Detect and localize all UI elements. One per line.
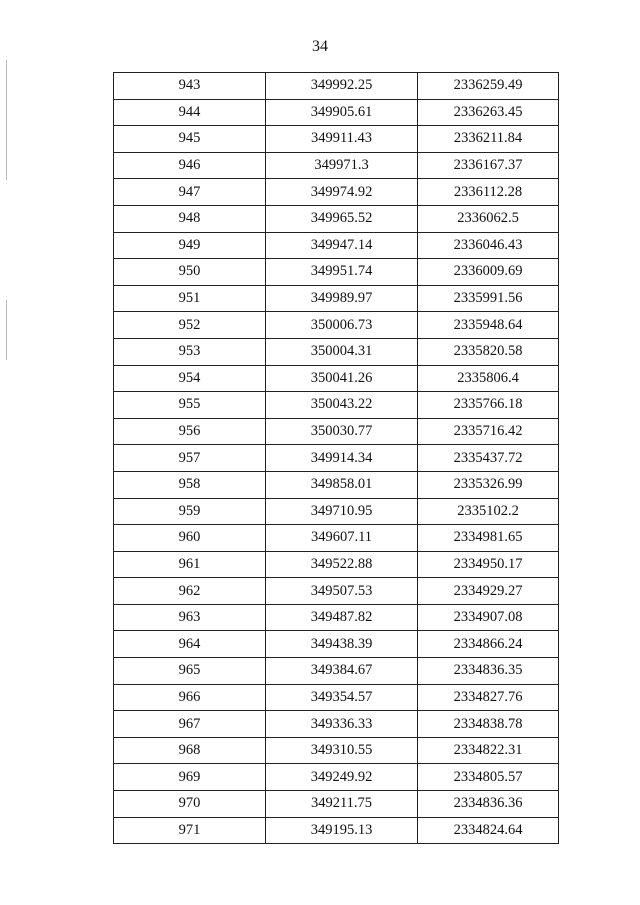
y-coordinate-cell: 2336009.69 <box>418 259 559 286</box>
y-coordinate-cell: 2334950.17 <box>418 551 559 578</box>
x-coordinate-cell: 349992.25 <box>266 73 418 100</box>
table-row <box>114 604 559 631</box>
table-row <box>114 445 559 472</box>
table-row <box>114 99 559 126</box>
table-row <box>114 232 559 259</box>
table-row <box>114 551 559 578</box>
y-coordinate-cell: 2334805.57 <box>418 764 559 791</box>
x-coordinate-cell: 349384.67 <box>266 658 418 685</box>
y-coordinate-cell: 2334907.08 <box>418 604 559 631</box>
x-coordinate-cell: 349911.43 <box>266 126 418 153</box>
table-row <box>114 312 559 339</box>
y-coordinate-cell: 2335820.58 <box>418 338 559 365</box>
x-coordinate-cell: 349951.74 <box>266 259 418 286</box>
table-row <box>114 737 559 764</box>
x-coordinate-cell: 349507.53 <box>266 578 418 605</box>
table-row <box>114 791 559 818</box>
x-coordinate-cell: 349914.34 <box>266 445 418 472</box>
table-row <box>114 578 559 605</box>
x-coordinate-cell: 349195.13 <box>266 817 418 844</box>
point-number-cell: 960 <box>114 525 266 552</box>
x-coordinate-cell: 349211.75 <box>266 791 418 818</box>
x-coordinate-cell: 349710.95 <box>266 498 418 525</box>
point-number-cell: 943 <box>114 73 266 100</box>
table-row <box>114 205 559 232</box>
point-number-cell: 949 <box>114 232 266 259</box>
table-row <box>114 817 559 844</box>
point-number-cell: 945 <box>114 126 266 153</box>
point-number-cell: 952 <box>114 312 266 339</box>
x-coordinate-cell: 350041.26 <box>266 365 418 392</box>
y-coordinate-cell: 2334822.31 <box>418 737 559 764</box>
x-coordinate-cell: 349354.57 <box>266 684 418 711</box>
point-number-cell: 950 <box>114 259 266 286</box>
table-row <box>114 126 559 153</box>
table-row <box>114 73 559 100</box>
y-coordinate-cell: 2335437.72 <box>418 445 559 472</box>
point-number-cell: 947 <box>114 179 266 206</box>
y-coordinate-cell: 2335326.99 <box>418 471 559 498</box>
y-coordinate-cell: 2336259.49 <box>418 73 559 100</box>
y-coordinate-cell: 2336263.45 <box>418 99 559 126</box>
y-coordinate-cell: 2336167.37 <box>418 152 559 179</box>
point-number-cell: 963 <box>114 604 266 631</box>
table-row <box>114 711 559 738</box>
table-row <box>114 658 559 685</box>
y-coordinate-cell: 2335102.2 <box>418 498 559 525</box>
scan-edge-mark <box>6 60 7 180</box>
y-coordinate-cell: 2335766.18 <box>418 392 559 419</box>
x-coordinate-cell: 349965.52 <box>266 205 418 232</box>
table-row <box>114 338 559 365</box>
y-coordinate-cell: 2334929.27 <box>418 578 559 605</box>
table-row <box>114 285 559 312</box>
table-row <box>114 365 559 392</box>
y-coordinate-cell: 2335806.4 <box>418 365 559 392</box>
x-coordinate-cell: 349607.11 <box>266 525 418 552</box>
y-coordinate-cell: 2336112.28 <box>418 179 559 206</box>
x-coordinate-cell: 349971.3 <box>266 152 418 179</box>
table-row <box>114 684 559 711</box>
y-coordinate-cell: 2334838.78 <box>418 711 559 738</box>
y-coordinate-cell: 2336211.84 <box>418 126 559 153</box>
x-coordinate-cell: 349310.55 <box>266 737 418 764</box>
x-coordinate-cell: 350004.31 <box>266 338 418 365</box>
coordinate-table <box>113 72 559 844</box>
x-coordinate-cell: 349974.92 <box>266 179 418 206</box>
x-coordinate-cell: 350043.22 <box>266 392 418 419</box>
point-number-cell: 959 <box>114 498 266 525</box>
x-coordinate-cell: 349858.01 <box>266 471 418 498</box>
table-row <box>114 498 559 525</box>
coordinate-table-body <box>114 73 559 844</box>
table-row <box>114 152 559 179</box>
x-coordinate-cell: 349487.82 <box>266 604 418 631</box>
scan-edge-mark <box>6 300 7 360</box>
y-coordinate-cell: 2334827.76 <box>418 684 559 711</box>
point-number-cell: 946 <box>114 152 266 179</box>
table-row <box>114 179 559 206</box>
point-number-cell: 955 <box>114 392 266 419</box>
x-coordinate-cell: 349438.39 <box>266 631 418 658</box>
x-coordinate-cell: 349336.33 <box>266 711 418 738</box>
point-number-cell: 954 <box>114 365 266 392</box>
x-coordinate-cell: 350006.73 <box>266 312 418 339</box>
table-row <box>114 631 559 658</box>
table-row <box>114 764 559 791</box>
table-row <box>114 418 559 445</box>
table-row <box>114 392 559 419</box>
point-number-cell: 948 <box>114 205 266 232</box>
y-coordinate-cell: 2336046.43 <box>418 232 559 259</box>
point-number-cell: 958 <box>114 471 266 498</box>
point-number-cell: 961 <box>114 551 266 578</box>
y-coordinate-cell: 2334836.35 <box>418 658 559 685</box>
y-coordinate-cell: 2336062.5 <box>418 205 559 232</box>
point-number-cell: 965 <box>114 658 266 685</box>
x-coordinate-cell: 349905.61 <box>266 99 418 126</box>
y-coordinate-cell: 2334981.65 <box>418 525 559 552</box>
table-row <box>114 525 559 552</box>
point-number-cell: 957 <box>114 445 266 472</box>
table-row <box>114 259 559 286</box>
y-coordinate-cell: 2334836.36 <box>418 791 559 818</box>
point-number-cell: 966 <box>114 684 266 711</box>
table-row <box>114 471 559 498</box>
point-number-cell: 971 <box>114 817 266 844</box>
point-number-cell: 944 <box>114 99 266 126</box>
page-number: 34 <box>312 38 328 55</box>
point-number-cell: 964 <box>114 631 266 658</box>
x-coordinate-cell: 349989.97 <box>266 285 418 312</box>
point-number-cell: 969 <box>114 764 266 791</box>
point-number-cell: 956 <box>114 418 266 445</box>
point-number-cell: 951 <box>114 285 266 312</box>
point-number-cell: 962 <box>114 578 266 605</box>
x-coordinate-cell: 349947.14 <box>266 232 418 259</box>
y-coordinate-cell: 2335991.56 <box>418 285 559 312</box>
x-coordinate-cell: 349249.92 <box>266 764 418 791</box>
x-coordinate-cell: 349522.88 <box>266 551 418 578</box>
point-number-cell: 970 <box>114 791 266 818</box>
y-coordinate-cell: 2334824.64 <box>418 817 559 844</box>
y-coordinate-cell: 2335716.42 <box>418 418 559 445</box>
y-coordinate-cell: 2334866.24 <box>418 631 559 658</box>
point-number-cell: 968 <box>114 737 266 764</box>
point-number-cell: 967 <box>114 711 266 738</box>
y-coordinate-cell: 2335948.64 <box>418 312 559 339</box>
point-number-cell: 953 <box>114 338 266 365</box>
x-coordinate-cell: 350030.77 <box>266 418 418 445</box>
